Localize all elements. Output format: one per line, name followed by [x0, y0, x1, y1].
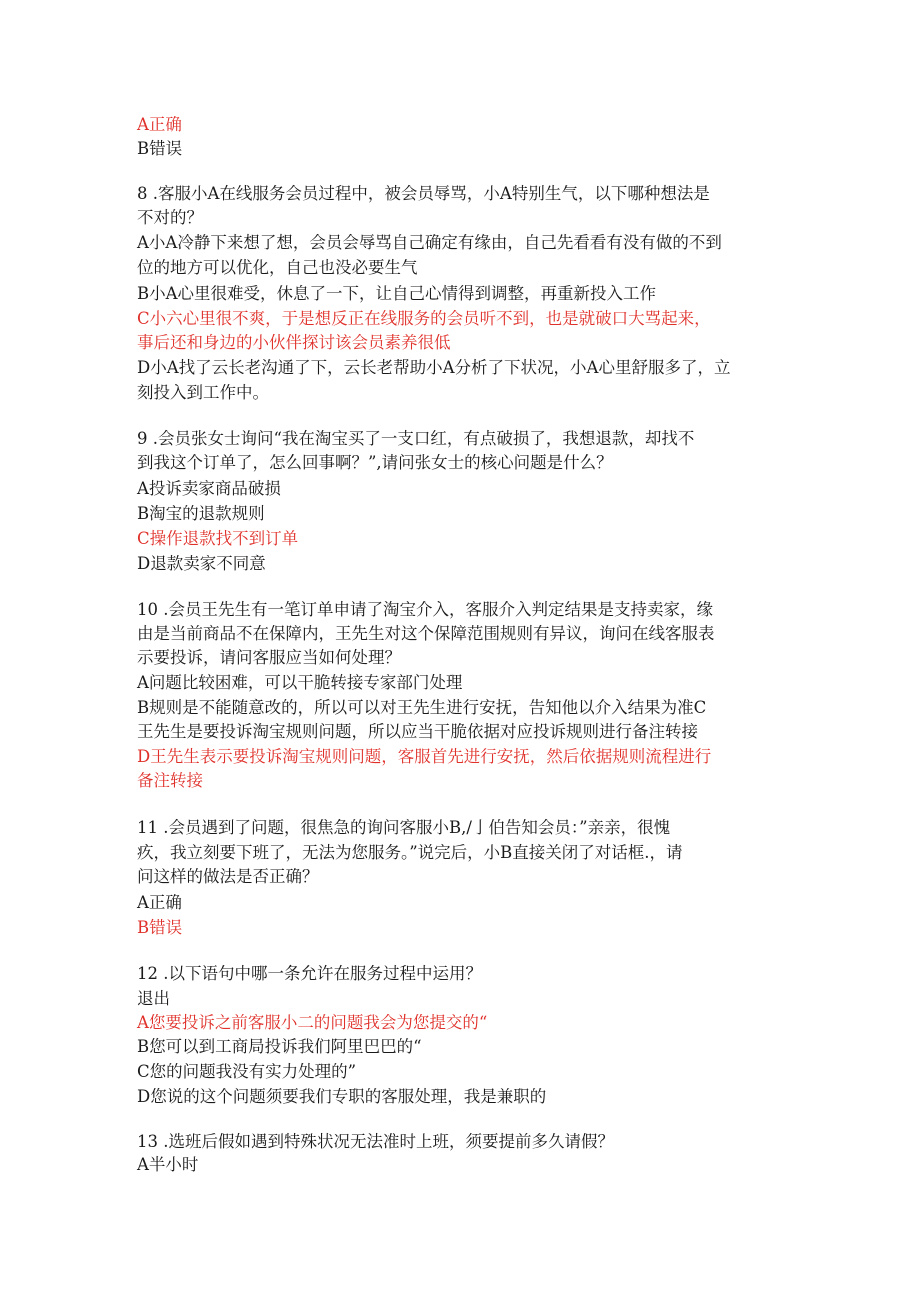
text-line: 刻投入到工作中。 — [137, 383, 269, 402]
text-line: D小A找了云长老沟通了下，云长老帮助小A分析了下状况，小A心里舒服多了，立 — [137, 358, 731, 377]
text-line: C小六心里很不爽，于是想反正在线服务的会员听不到，也是就破口大骂起来， — [137, 309, 711, 328]
text-line: C操作退款找不到订单 — [137, 529, 299, 548]
text-line: 问这样的做法是否正确？ — [137, 867, 319, 886]
text-line: 位的地方可以优化，自己也没必要生气 — [137, 258, 418, 277]
text-line: A您要投诉之前客服小二的问题我会为您提交的“ — [137, 1013, 488, 1032]
text-line: B规则是不能随意改的，所以可以对王先生进行安抚，告知他以介入结果为准C — [137, 698, 707, 717]
text-line: B您可以到工商局投诉我们阿里巴巴的“ — [137, 1037, 422, 1056]
text-line: 10 .会员王先生有一笔订单申请了淘宝介入，客服介入判定结果是支持卖家，缘 — [137, 600, 713, 619]
text-line: A半小时 — [137, 1155, 199, 1174]
text-line: D王先生表示要投诉淘宝规则问题，客服首先进行安抚，然后依据规则流程进行 — [137, 747, 712, 766]
text-line: 到我这个订单了，怎么回事啊？”,请问张女士的核心问题是什么？ — [137, 453, 613, 472]
text-line: 12 .以下语句中哪一条允许在服务过程中运用？ — [137, 964, 482, 983]
text-line: B错误 — [137, 918, 183, 937]
text-line: 8 .客服小A在线服务会员过程中，被会员辱骂，小A特别生气，以下哪种想法是 — [137, 184, 710, 203]
text-line: 不对的？ — [137, 208, 203, 227]
text-line: B错误 — [137, 139, 183, 158]
text-line: 王先生是要投诉淘宝规则问题，所以应当干脆依据对应投诉规则进行备注转接 — [137, 722, 698, 741]
text-line: 11 .会员遇到了问题，很焦急的询问客服小B,/亅伯告知会员：”亲亲，很愧 — [137, 818, 671, 837]
text-line: 疚，我立刻要下班了，无法为您服务。”说完后，小B直接关闭了对话框.，请 — [137, 843, 683, 862]
text-line: B淘宝的退款规则 — [137, 504, 265, 523]
text-line: 事后还和身边的小伙伴探讨该会员素养很低 — [137, 333, 451, 352]
text-line: 退出 — [137, 989, 170, 1008]
text-line: 备注转接 — [137, 771, 203, 790]
text-line: C您的问题我没有实力处理的” — [137, 1062, 357, 1081]
text-line: A小A冷静下来想了想，会员会辱骂自己确定有缘由，自己先看看有没有做的不到 — [137, 233, 722, 252]
text-line: D您说的这个问题须要我们专职的客服处理，我是兼职的 — [137, 1087, 547, 1106]
text-line: 9 .会员张女士询问“我在淘宝买了一支口红，有点破损了，我想退款，却找不 — [137, 429, 695, 448]
text-line: 由是当前商品不在保障内，王先生对这个保障范围规则有异议，询问在线客服表 — [137, 624, 715, 643]
text-line: A投诉卖家商品破损 — [137, 479, 281, 498]
text-line: 示要投诉，请问客服应当如何处理？ — [137, 648, 401, 667]
text-line: 13 .选班后假如遇到特殊状况无法准时上班，须要提前多久请假？ — [137, 1132, 614, 1151]
text-line: D退款卖家不同意 — [137, 554, 266, 573]
text-line: A正确 — [137, 893, 182, 912]
text-line: A问题比较困难，可以干脆转接专家部门处理 — [137, 673, 463, 692]
text-line: A正确 — [137, 115, 182, 134]
text-line: B小A心里很难受，休息了一下，让自己心情得到调整，再重新投入工作 — [137, 284, 657, 303]
